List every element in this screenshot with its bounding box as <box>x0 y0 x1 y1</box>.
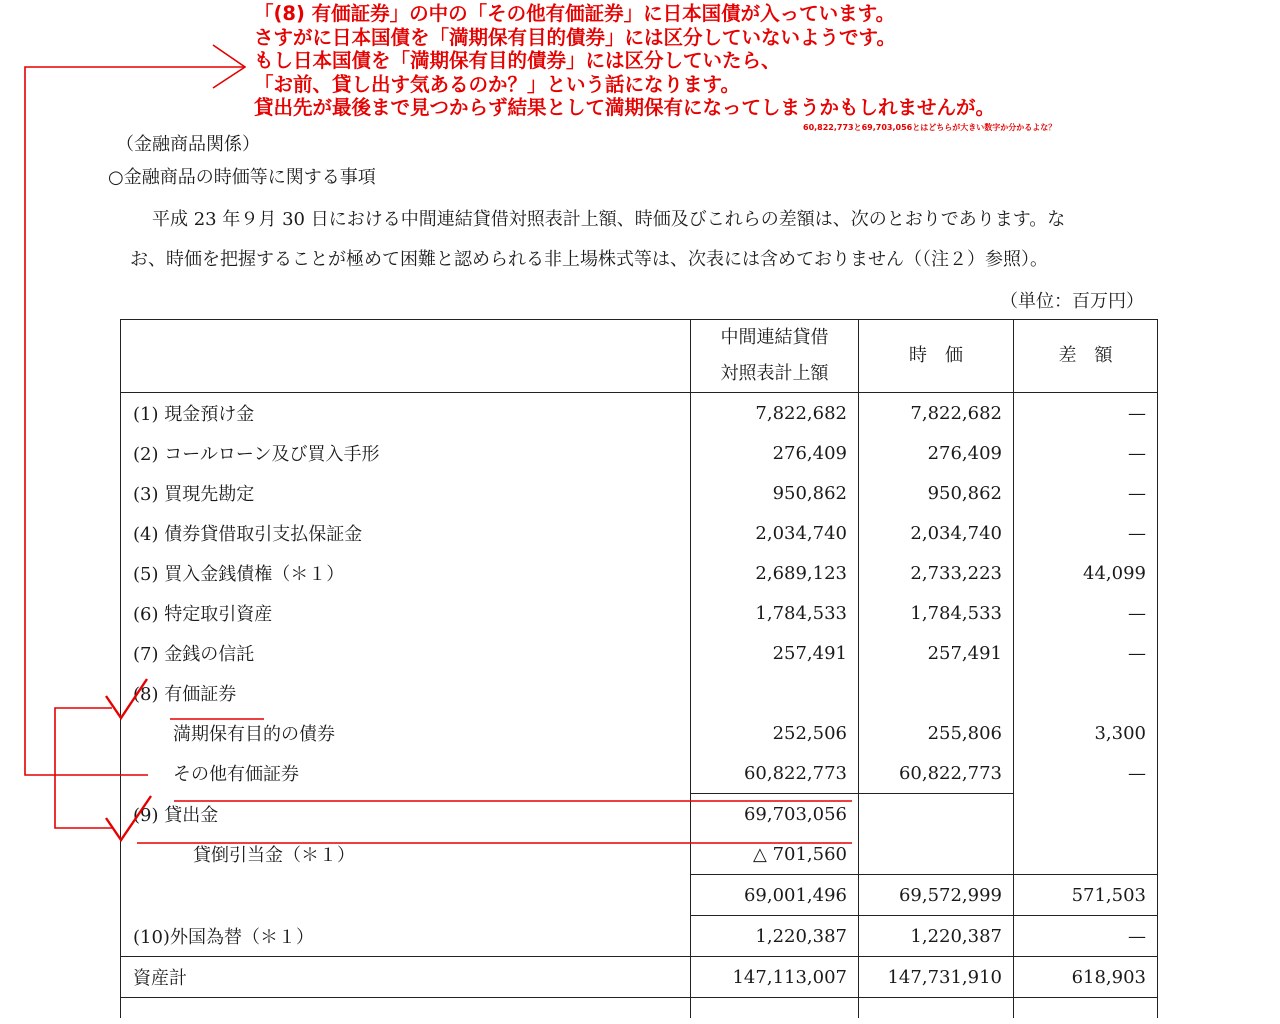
row-label: 貸倒引当金（＊１） <box>121 834 691 875</box>
table-row <box>121 553 1158 593</box>
row-label: (7) 金銭の信託 <box>121 633 691 673</box>
table-row-tail <box>121 998 1158 1019</box>
row-label: (6) 特定取引資産 <box>121 593 691 633</box>
difference: 44,099 <box>1014 553 1158 593</box>
fair-value <box>859 673 1014 713</box>
difference <box>1014 673 1158 713</box>
book-value: 1,220,387 <box>691 916 859 957</box>
book-value: 69,001,496 <box>691 875 859 916</box>
table-row <box>121 834 1158 875</box>
difference: — <box>1014 593 1158 633</box>
annotation-line-1: 「(8) 有価証券」の中の「その他有価証券」に日本国債が入っています。 <box>254 2 896 25</box>
row-label: (3) 買現先勘定 <box>121 473 691 513</box>
difference: 3,300 <box>1014 713 1158 753</box>
annotation-text <box>254 2 995 120</box>
book-value: 69,703,056 <box>691 794 859 835</box>
row-label: (2) コールローン及び買入手形 <box>121 433 691 473</box>
book-value: 2,689,123 <box>691 553 859 593</box>
paragraph-line-2: お、時価を把握することが極めて困難と認められる非上場株式等は、次表には含めておりません（（注２）参照）。 <box>130 249 1048 270</box>
bracket-line <box>55 708 112 828</box>
fair-value: 7,822,682 <box>859 393 1014 434</box>
table-header-row <box>121 320 1158 393</box>
difference: — <box>1014 473 1158 513</box>
fair-value <box>859 794 1014 835</box>
table-row <box>121 673 1158 713</box>
table-row <box>121 753 1158 794</box>
difference: — <box>1014 433 1158 473</box>
table-row <box>121 916 1158 957</box>
header-item <box>121 320 691 393</box>
difference: — <box>1014 633 1158 673</box>
difference: — <box>1014 513 1158 553</box>
difference <box>1014 834 1158 875</box>
book-value: 2,034,740 <box>691 513 859 553</box>
table-row <box>121 593 1158 633</box>
book-value: 147,113,007 <box>691 957 859 998</box>
subsection-title: ○金融商品の時価等に関する事項 <box>108 167 376 188</box>
table-row <box>121 713 1158 753</box>
unit-label: （単位：百万円） <box>1000 291 1144 312</box>
fair-value: 257,491 <box>859 633 1014 673</box>
paragraph-line-1: 平成 23 年９月 30 日における中間連結貸借対照表計上額、時価及びこれらの差額は、次のとおりであります。な <box>152 209 1066 230</box>
difference: 618,903 <box>1014 957 1158 998</box>
row-label: (9) 貸出金 <box>121 794 691 835</box>
fair-value: 276,409 <box>859 433 1014 473</box>
row-label: その他有価証券 <box>121 753 691 794</box>
fair-value: 1,220,387 <box>859 916 1014 957</box>
book-value: 7,822,682 <box>691 393 859 434</box>
table-row <box>121 875 1158 916</box>
annotation-line-3: もし日本国債を「満期保有目的債券」には区分していたら、 <box>254 49 781 72</box>
fair-value: 69,572,999 <box>859 875 1014 916</box>
book-value: 252,506 <box>691 713 859 753</box>
header-fair-value: 時 価 <box>859 320 1014 393</box>
fair-value: 1,784,533 <box>859 593 1014 633</box>
row-label: (5) 買入金銭債権（＊１） <box>121 553 691 593</box>
fair-value <box>859 834 1014 875</box>
header-book-value: 中間連結貸借 対照表計上額 <box>691 320 859 393</box>
difference: — <box>1014 916 1158 957</box>
table-row <box>121 633 1158 673</box>
row-label: (10)外国為替（＊１） <box>121 916 691 957</box>
book-value <box>691 673 859 713</box>
row-label: 満期保有目的の債券 <box>121 713 691 753</box>
fair-value: 2,733,223 <box>859 553 1014 593</box>
book-value: 60,822,773 <box>691 753 859 794</box>
annotation-line-4: 「お前、貸し出す気あるのか？」という話になります。 <box>254 72 740 96</box>
fair-value: 2,034,740 <box>859 513 1014 553</box>
difference: — <box>1014 393 1158 434</box>
row-label: (1) 現金預け金 <box>121 393 691 434</box>
table-row-total <box>121 957 1158 998</box>
difference: — <box>1014 753 1158 794</box>
row-label <box>121 875 691 916</box>
fair-value: 60,822,773 <box>859 753 1014 794</box>
row-label: 資産計 <box>121 957 691 998</box>
annotation-line-2: さすがに日本国債を「満期保有目的債券」には区分していないようです。 <box>254 25 896 49</box>
difference <box>1014 794 1158 835</box>
fair-value: 255,806 <box>859 713 1014 753</box>
section-title: （金融商品関係） <box>116 134 260 155</box>
table-row <box>121 473 1158 513</box>
row-label: (4) 債券貸借取引支払保証金 <box>121 513 691 553</box>
fair-value: 147,731,910 <box>859 957 1014 998</box>
table-row <box>121 393 1158 434</box>
annotation-line-5: 貸出先が最後まで見つからず結果として満期保有になってしまうかもしれませんが。 <box>254 96 996 119</box>
book-value: 257,491 <box>691 633 859 673</box>
table-row <box>121 433 1158 473</box>
book-value: 276,409 <box>691 433 859 473</box>
header-difference: 差 額 <box>1014 320 1158 393</box>
difference: 571,503 <box>1014 875 1158 916</box>
fair-value-table <box>120 319 1158 1018</box>
annotation-small-note: 60,822,773と69,703,056とはどちらが大きい数字か分かるよな？ <box>803 123 1057 132</box>
book-value: 1,784,533 <box>691 593 859 633</box>
row-label: (8) 有価証券 <box>121 673 691 713</box>
book-value: 950,862 <box>691 473 859 513</box>
table-row <box>121 513 1158 553</box>
book-value: △ 701,560 <box>691 834 859 875</box>
arrow-head-icon <box>213 45 245 88</box>
table-row <box>121 794 1158 835</box>
fair-value: 950,862 <box>859 473 1014 513</box>
